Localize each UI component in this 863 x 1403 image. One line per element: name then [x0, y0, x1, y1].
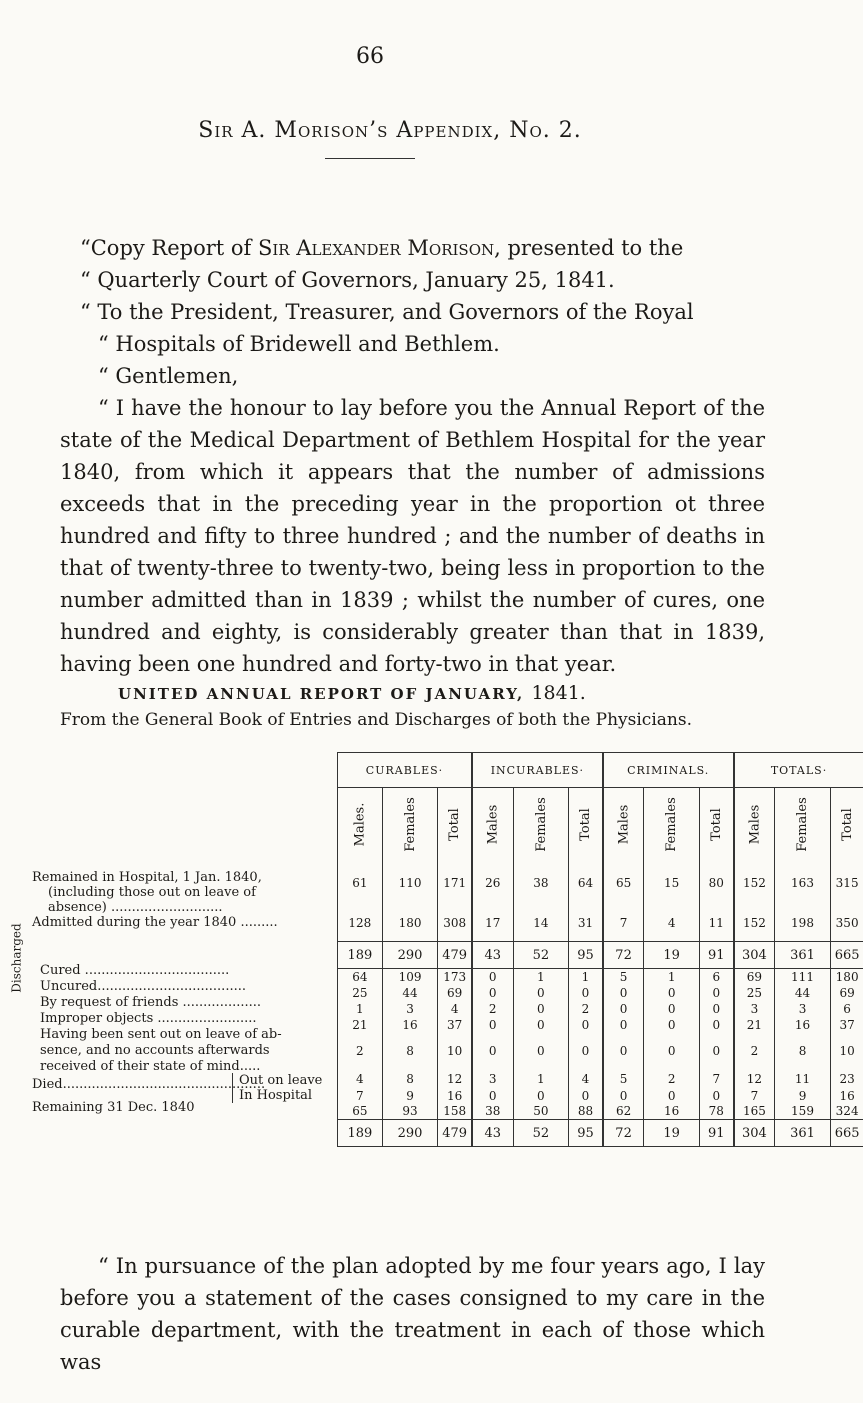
- table-cell: 4: [569, 1069, 603, 1089]
- table-cell: 189: [338, 1120, 383, 1147]
- col-header: Females: [644, 788, 700, 862]
- col-header: Females: [513, 788, 569, 862]
- table-cell: 290: [382, 942, 438, 969]
- table-row: [338, 1017, 863, 1033]
- table-cell: 308: [438, 905, 472, 942]
- col-header: Total: [438, 788, 472, 862]
- label-remained: Remained in Hospital, 1 Jan. 1840, (including those out on leave of absence) ........................... Admitted during the year 1840 .........: [32, 870, 278, 930]
- table-cell: 180: [382, 905, 438, 942]
- label-out-on-leave: Out on leave: [239, 1073, 323, 1088]
- table-cell: 350: [830, 905, 863, 942]
- table-cell: 52: [513, 1120, 569, 1147]
- table-cell: 8: [775, 1033, 831, 1069]
- table-cell: 0: [603, 985, 644, 1001]
- addressee-line-1: “ To the President, Treasurer, and Governors of the Royal: [80, 300, 694, 324]
- col-header: Males: [603, 788, 644, 862]
- table-cell: 21: [734, 1017, 775, 1033]
- table-row: [338, 1033, 863, 1069]
- table-cell: 16: [644, 1103, 700, 1120]
- col-header: Males: [734, 788, 775, 862]
- group-totals: TOTALS·: [734, 753, 863, 788]
- table-row: [338, 1089, 863, 1103]
- table-cell: 37: [830, 1017, 863, 1033]
- table-cell: 19: [644, 942, 700, 969]
- table-cell: 0: [569, 1033, 603, 1069]
- table-cell: 12: [734, 1069, 775, 1089]
- table-cell: 158: [438, 1103, 472, 1120]
- table-cell: 0: [569, 985, 603, 1001]
- table-cell: 0: [472, 1017, 513, 1033]
- group-incurables: INCURABLES·: [472, 753, 603, 788]
- table-cell: 1: [513, 1069, 569, 1089]
- table-row: [338, 942, 863, 969]
- table-cell: 3: [734, 1001, 775, 1017]
- table-cell: 95: [569, 1120, 603, 1147]
- table-cell: 180: [830, 969, 863, 986]
- table-cell: 0: [569, 1089, 603, 1103]
- table-row: [338, 985, 863, 1001]
- appendix-title: Sir A. Morison’s Appendix, No. 2.: [198, 118, 582, 143]
- table-cell: 44: [382, 985, 438, 1001]
- table-cell: 16: [830, 1089, 863, 1103]
- table-cell: 31: [569, 905, 603, 942]
- table-cell: 5: [603, 969, 644, 986]
- table-cell: 165: [734, 1103, 775, 1120]
- table-cell: 6: [699, 969, 733, 986]
- table-cell: 8: [382, 1069, 438, 1089]
- label-cured: Cured ...................................: [40, 963, 230, 978]
- table-cell: 9: [775, 1089, 831, 1103]
- table-cell: 1: [338, 1001, 383, 1017]
- table-cell: 3: [472, 1069, 513, 1089]
- table-cell: 110: [382, 861, 438, 905]
- table-cell: 7: [734, 1089, 775, 1103]
- group-header-row: [338, 753, 863, 788]
- table-cell: 171: [438, 861, 472, 905]
- table-cell: 128: [338, 905, 383, 942]
- label-discharged-group: [40, 963, 282, 1075]
- table-cell: 72: [603, 942, 644, 969]
- table-cell: 0: [644, 1017, 700, 1033]
- table-cell: 7: [338, 1089, 383, 1103]
- page-number: 66: [356, 44, 384, 69]
- col-header: Total: [569, 788, 603, 862]
- label-uncured: Uncured....................................: [40, 979, 246, 994]
- table-cell: 4: [644, 905, 700, 942]
- table-cell: 0: [569, 1017, 603, 1033]
- label-died: Died.................................................: [32, 1077, 266, 1092]
- label-in-hospital: In Hospital: [239, 1088, 313, 1103]
- table-cell: 72: [603, 1120, 644, 1147]
- table-row: [338, 905, 863, 942]
- table-cell: 43: [472, 1120, 513, 1147]
- table-cell: 173: [438, 969, 472, 986]
- table-cell: 1: [513, 969, 569, 986]
- table-cell: 78: [699, 1103, 733, 1120]
- table-cell: 1: [569, 969, 603, 986]
- table-cell: 3: [775, 1001, 831, 1017]
- table-cell: 0: [644, 985, 700, 1001]
- table-cell: 43: [472, 942, 513, 969]
- col-header: Females: [382, 788, 438, 862]
- table-cell: 61: [338, 861, 383, 905]
- table-cell: 0: [472, 969, 513, 986]
- table-cell: 479: [438, 942, 472, 969]
- table-cell: 0: [472, 1089, 513, 1103]
- table-cell: 5: [603, 1069, 644, 1089]
- table-cell: 64: [569, 861, 603, 905]
- table-cell: 152: [734, 905, 775, 942]
- table-cell: 91: [699, 942, 733, 969]
- table-cell: 304: [734, 942, 775, 969]
- table-row: [338, 969, 863, 986]
- table-cell: 163: [775, 861, 831, 905]
- salutation: “ Gentlemen,: [98, 364, 239, 388]
- table-cell: 65: [338, 1103, 383, 1120]
- table-cell: 50: [513, 1103, 569, 1120]
- title-rule: [325, 158, 415, 159]
- table-row: [338, 861, 863, 905]
- table-cell: 0: [513, 985, 569, 1001]
- table-cell: 361: [775, 1120, 831, 1147]
- table-row: [338, 1069, 863, 1089]
- table-cell: 111: [775, 969, 831, 986]
- label-admitted: Admitted during the year 1840 .........: [32, 915, 278, 930]
- label-request: By request of friends ...................: [40, 995, 262, 1010]
- table-cell: 324: [830, 1103, 863, 1120]
- table-cell: 69: [734, 969, 775, 986]
- table-cell: 0: [513, 1033, 569, 1069]
- table-cell: 26: [472, 861, 513, 905]
- table-cell: 7: [699, 1069, 733, 1089]
- table-cell: 10: [438, 1033, 472, 1069]
- intro-prose: [60, 232, 765, 680]
- table-cell: 1: [644, 969, 700, 986]
- table-cell: 21: [338, 1017, 383, 1033]
- table-cell: 0: [603, 1017, 644, 1033]
- table-cell: 69: [830, 985, 863, 1001]
- table-cell: 159: [775, 1103, 831, 1120]
- table-cell: 0: [644, 1001, 700, 1017]
- table-cell: 44: [775, 985, 831, 1001]
- table-cell: 665: [830, 1120, 863, 1147]
- col-header: Males.: [338, 788, 383, 862]
- table-cell: 0: [699, 1089, 733, 1103]
- table-cell: 152: [734, 861, 775, 905]
- copy-report-line: “Copy Report of Sir Alexander Morison, presented to the: [80, 236, 684, 260]
- table-cell: 0: [603, 1001, 644, 1017]
- table-cell: 361: [775, 942, 831, 969]
- table-cell: 91: [699, 1120, 733, 1147]
- label-leave-3: received of their state of mind.....: [40, 1059, 261, 1074]
- table-row: [338, 1120, 863, 1147]
- quarterly-court-line: “ Quarterly Court of Governors, January 25, 1841.: [80, 268, 615, 292]
- table-cell: 25: [734, 985, 775, 1001]
- table-cell: 479: [438, 1120, 472, 1147]
- col-header: Total: [699, 788, 733, 862]
- table-cell: 16: [775, 1017, 831, 1033]
- table-cell: 2: [472, 1001, 513, 1017]
- closing-prose: [60, 1250, 765, 1378]
- table-cell: 0: [644, 1089, 700, 1103]
- col-header: Total: [830, 788, 863, 862]
- table-cell: 11: [775, 1069, 831, 1089]
- column-header-row: [338, 788, 863, 862]
- table-cell: 88: [569, 1103, 603, 1120]
- table-cell: 109: [382, 969, 438, 986]
- table-cell: 0: [513, 1017, 569, 1033]
- table-cell: 0: [472, 985, 513, 1001]
- statistics-table: [337, 752, 863, 1147]
- table-cell: 0: [699, 985, 733, 1001]
- table-cell: 0: [513, 1089, 569, 1103]
- table-cell: 64: [338, 969, 383, 986]
- table-cell: 25: [338, 985, 383, 1001]
- table-cell: 16: [382, 1017, 438, 1033]
- table-cell: 0: [699, 1033, 733, 1069]
- label-remaining: Remaining 31 Dec. 1840: [32, 1100, 195, 1115]
- table-cell: 80: [699, 861, 733, 905]
- table-cell: 52: [513, 942, 569, 969]
- table-cell: 95: [569, 942, 603, 969]
- table-cell: 12: [438, 1069, 472, 1089]
- table-cell: 3: [382, 1001, 438, 1017]
- report-subheading: From the General Book of Entries and Discharges of both the Physicians.: [60, 710, 692, 730]
- table-cell: 6: [830, 1001, 863, 1017]
- table-cell: 62: [603, 1103, 644, 1120]
- table-row: [338, 1103, 863, 1120]
- table-cell: 0: [513, 1001, 569, 1017]
- addressee-line-2: “ Hospitals of Bridewell and Bethlem.: [98, 332, 500, 356]
- table-cell: 0: [699, 1017, 733, 1033]
- table-cell: 0: [603, 1089, 644, 1103]
- label-improper: Improper objects ........................: [40, 1011, 257, 1026]
- table-cell: 4: [438, 1001, 472, 1017]
- group-criminals: CRIMINALS.: [603, 753, 734, 788]
- table-cell: 15: [644, 861, 700, 905]
- author-name: Sir Alexander Morison: [258, 236, 495, 260]
- table-cell: 198: [775, 905, 831, 942]
- table-cell: 2: [734, 1033, 775, 1069]
- discharged-bracket: Discharged: [9, 923, 24, 993]
- report-heading: UNITED ANNUAL REPORT OF JANUARY, 1841.: [118, 682, 586, 704]
- table-cell: 7: [603, 905, 644, 942]
- table-cell: 0: [644, 1033, 700, 1069]
- table-cell: 69: [438, 985, 472, 1001]
- table-cell: 0: [472, 1033, 513, 1069]
- table-cell: 0: [699, 1001, 733, 1017]
- table-cell: 2: [644, 1069, 700, 1089]
- table-cell: 19: [644, 1120, 700, 1147]
- table-cell: 65: [603, 861, 644, 905]
- table-cell: 189: [338, 942, 383, 969]
- table-cell: 9: [382, 1089, 438, 1103]
- label-leave-1: Having been sent out on leave of ab-: [40, 1027, 282, 1042]
- table-cell: 93: [382, 1103, 438, 1120]
- table-cell: 38: [472, 1103, 513, 1120]
- col-header: Males: [472, 788, 513, 862]
- table-cell: 17: [472, 905, 513, 942]
- label-leave-2: sence, and no accounts afterwards: [40, 1043, 270, 1058]
- table-cell: 10: [830, 1033, 863, 1069]
- report-paragraph: “ I have the honour to lay before you the Annual Report of the state of the Medical Department of Bethlem Hospital for the year 1840, from which it appears that the number of admissions exceeds that in the preceding year in the proportion ot three hundred and fifty to three hundred ; and the number of deaths in that of twenty-three to twenty-two, being less in proportion to the number admitted than in 1839 ; whilst the number of cures, one hundred and eighty, is considerably greater than that in 1839, having been one hundred and forty-two in that year.: [60, 396, 765, 676]
- table-row: [338, 1001, 863, 1017]
- table-cell: 315: [830, 861, 863, 905]
- table-cell: 2: [338, 1033, 383, 1069]
- group-curables: CURABLES·: [338, 753, 472, 788]
- out-in-labels: [232, 1073, 322, 1103]
- table-cell: 0: [603, 1033, 644, 1069]
- table-cell: 38: [513, 861, 569, 905]
- closing-paragraph: “ In pursuance of the plan adopted by me four years ago, I lay before you a statement of the cases consigned to my care in the curable department, with the treatment in each of those which was: [60, 1254, 765, 1374]
- table-cell: 37: [438, 1017, 472, 1033]
- table-cell: 2: [569, 1001, 603, 1017]
- table-cell: 11: [699, 905, 733, 942]
- table-cell: 8: [382, 1033, 438, 1069]
- table-cell: 16: [438, 1089, 472, 1103]
- table-cell: 290: [382, 1120, 438, 1147]
- table-cell: 304: [734, 1120, 775, 1147]
- table-cell: 14: [513, 905, 569, 942]
- table-cell: 4: [338, 1069, 383, 1089]
- table-cell: 665: [830, 942, 863, 969]
- col-header: Females: [775, 788, 831, 862]
- table-cell: 23: [830, 1069, 863, 1089]
